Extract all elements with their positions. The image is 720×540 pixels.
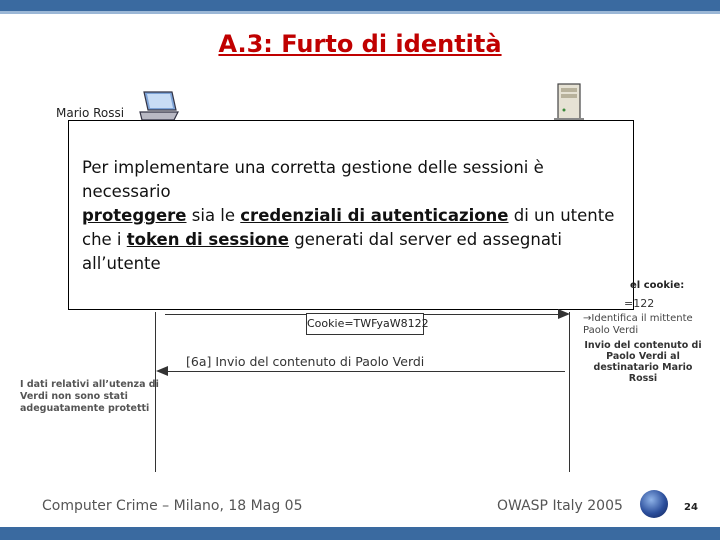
arrow-response-line	[165, 371, 565, 372]
warning-note: I dati relativi all’utenza di Verdi non sono stati adeguatamente protetti	[20, 379, 159, 414]
laptop-icon	[138, 90, 180, 122]
callout-line-3	[82, 228, 632, 276]
callout-text-3c: generati dal server ed assegnati all’utente	[82, 230, 562, 273]
slide-title: A.3: Furto di identità	[218, 30, 502, 58]
callout-text-2b: sia le	[186, 206, 241, 225]
server-note-identify	[583, 313, 717, 337]
callout-text	[82, 156, 632, 276]
arrow-right-icon: →	[583, 313, 592, 324]
callout-text-3a: che i	[82, 230, 127, 249]
arrow-response-head	[156, 366, 168, 376]
top-band	[0, 0, 720, 14]
server-icon	[552, 82, 586, 122]
page-number: 24	[684, 502, 698, 513]
arrow-request-head	[558, 309, 570, 319]
server-note-send: Invio del contenuto di Paolo Verdi al destinatario Mario Rossi	[584, 340, 702, 384]
server-note-partial-1: el cookie:	[630, 280, 685, 291]
bottom-band	[0, 527, 720, 540]
lifeline-server	[569, 312, 570, 472]
actor-mario-rossi: Mario Rossi	[56, 106, 125, 120]
server-note-partial-2: =122	[624, 297, 655, 310]
server-note-identify-text: Identifica il mittente Paolo Verdi	[583, 313, 693, 336]
callout-line-2	[82, 204, 632, 228]
cookie-box: Cookie=TWFyaW8122	[306, 313, 424, 335]
callout-line-1: Per implementare una corretta gestione delle sessioni è necessario	[82, 158, 544, 201]
owasp-globe-icon	[640, 490, 668, 518]
footer-org: OWASP Italy 2005	[497, 498, 623, 514]
callout-emph-token: token di sessione	[126, 230, 289, 249]
callout-emph-credenziali: credenziali di autenticazione	[240, 206, 509, 225]
footer-event: Computer Crime – Milano, 18 Mag 05	[42, 498, 303, 514]
message-6a: [6a] Invio del contenuto di Paolo Verdi	[186, 354, 425, 369]
callout-text-2d: di un utente	[508, 206, 615, 225]
callout-emph-proteggere: proteggere	[82, 206, 187, 225]
